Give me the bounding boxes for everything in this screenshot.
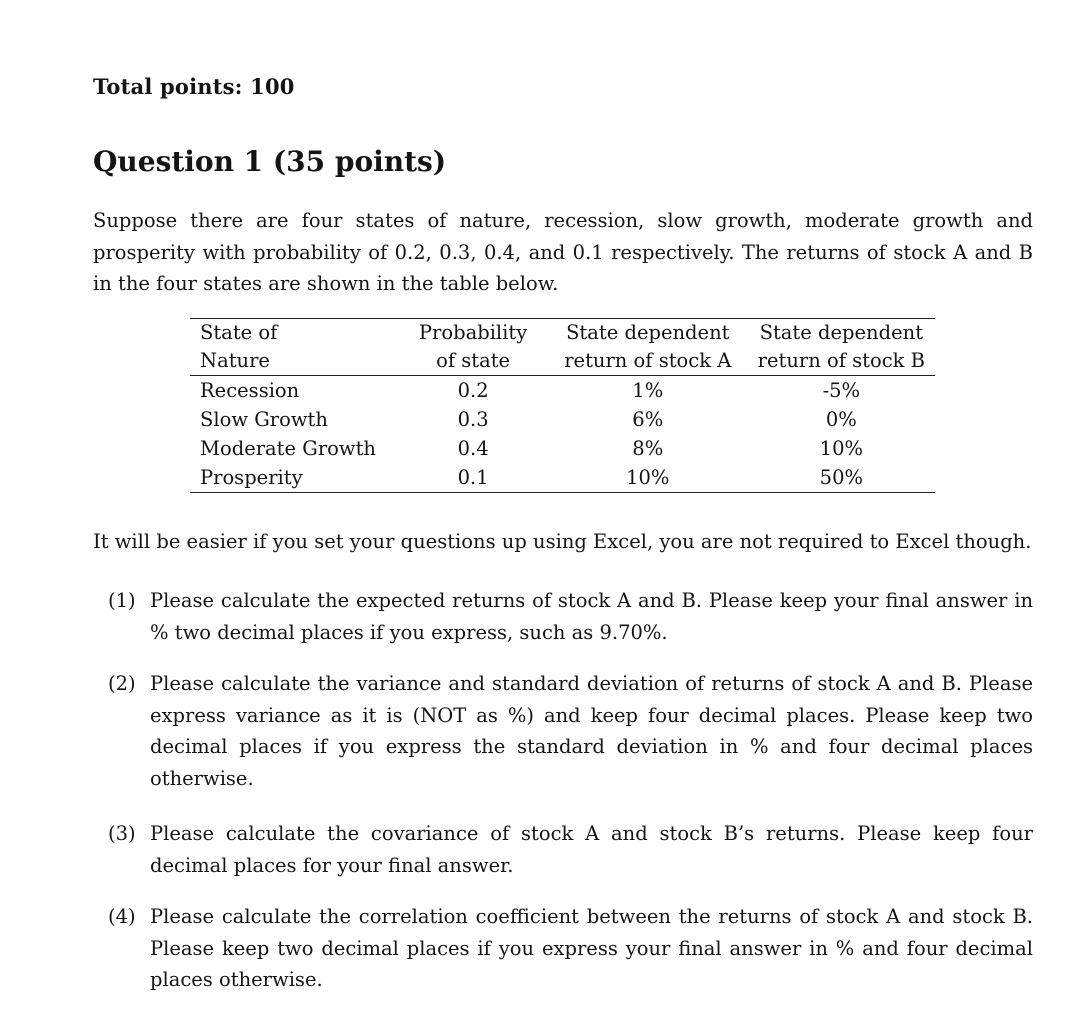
- question-number: (4): [108, 905, 136, 928]
- state-cell: Prosperity: [200, 466, 303, 489]
- probability-cell: 0.1: [457, 466, 489, 489]
- excel-note: It will be easier if you set your questions up using Excel, you are not required to Excel though.: [93, 530, 1032, 553]
- return-b-cell: -5%: [822, 379, 861, 402]
- question-item-4: [108, 901, 1033, 996]
- return-a-cell: 6%: [632, 408, 664, 431]
- return-b-cell: 10%: [819, 437, 863, 460]
- question-item-1: [108, 585, 1033, 648]
- intro-paragraph: Suppose there are four states of nature, recession, slow growth, moderate growth and prosperity with probability of 0.2, 0.3, 0.4, and 0.1 respectively. The returns of stock A and B in the four states are shown in the table below.: [93, 209, 1033, 295]
- question-number: (2): [108, 672, 136, 695]
- header-state: State of Nature: [200, 321, 278, 372]
- question-text: Please calculate the expected returns of stock A and B. Please keep your final answer in % two decimal places if you express, such as 9.70%.: [150, 589, 1033, 644]
- return-b-cell: 0%: [825, 408, 857, 431]
- return-a-cell: 10%: [626, 466, 670, 489]
- question-list: [108, 585, 1033, 1016]
- table-row: [190, 463, 935, 493]
- question-number: (1): [108, 589, 136, 612]
- question-item-2: [108, 668, 1033, 794]
- question-title: Question 1 (35 points): [93, 145, 447, 178]
- question-item-3: [108, 818, 1033, 881]
- probability-cell: 0.4: [457, 437, 489, 460]
- question-number: (3): [108, 822, 136, 845]
- state-cell: Recession: [200, 379, 300, 402]
- question-text: Please calculate the correlation coefficient between the returns of stock A and stock B. Please keep two decimal places if you express your final answer in % and four decimal places otherwise.: [150, 905, 1033, 991]
- table-row: [190, 405, 935, 434]
- state-cell: Moderate Growth: [200, 437, 376, 460]
- probability-cell: 0.2: [457, 379, 489, 402]
- header-return-a: State dependent return of stock A: [564, 321, 732, 372]
- return-a-cell: 1%: [632, 379, 664, 402]
- state-cell: Slow Growth: [200, 408, 328, 431]
- question-text: Please calculate the covariance of stock A and stock B’s returns. Please keep four decimal places for your final answer.: [150, 822, 1033, 877]
- header-probability: Probability of state: [418, 321, 528, 372]
- states-table: [190, 318, 935, 493]
- header-return-b: State dependent return of stock B: [757, 321, 925, 372]
- table-row: [190, 376, 935, 406]
- return-b-cell: 50%: [819, 466, 863, 489]
- total-points: Total points: 100: [93, 74, 295, 99]
- table-header-row: [190, 319, 935, 376]
- probability-cell: 0.3: [457, 408, 489, 431]
- return-a-cell: 8%: [632, 437, 664, 460]
- table-row: [190, 434, 935, 463]
- question-text: Please calculate the variance and standard deviation of returns of stock A and B. Please express variance as it is (NOT as %) and keep four decimal places. Please keep two decimal places if you express the standard deviation in % and four decimal places otherwise.: [150, 672, 1033, 790]
